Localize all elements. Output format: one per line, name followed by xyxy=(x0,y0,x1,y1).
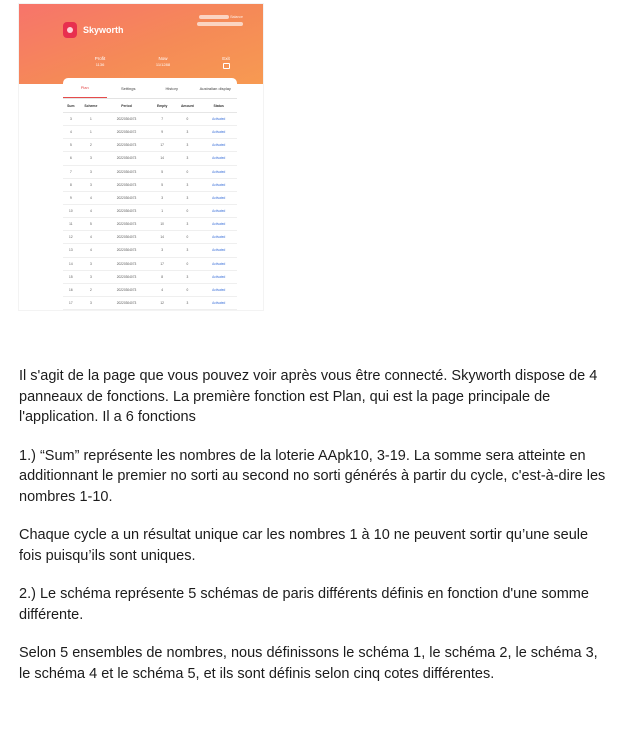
account-name-bar xyxy=(199,15,229,19)
cell-status: Activated xyxy=(200,165,237,178)
cell-scheme: 1 xyxy=(79,126,103,139)
cell-empty: 17 xyxy=(150,257,174,270)
header-sum: Sum xyxy=(63,99,79,113)
cell-amount: 3 xyxy=(174,191,200,204)
cell-empty: 10 xyxy=(150,218,174,231)
cell-amount: 3 xyxy=(174,218,200,231)
cell-period: 20220304073 xyxy=(103,270,150,283)
cell-period: 20220304073 xyxy=(103,296,150,309)
stat-profit-value: 1136 xyxy=(95,62,105,67)
cell-period: 20220304073 xyxy=(103,204,150,217)
cell-scheme: 3 xyxy=(79,296,103,309)
plan-table xyxy=(63,99,237,310)
article-text xyxy=(19,366,611,702)
cell-empty: 5 xyxy=(150,178,174,191)
stat-profit-label: Profit xyxy=(94,56,106,61)
exit-label: Exit xyxy=(222,56,230,61)
header-empty: Empty xyxy=(150,99,174,113)
table-row[interactable] xyxy=(63,113,237,126)
cell-empty: 9 xyxy=(150,126,174,139)
tab-settings[interactable]: Settings xyxy=(121,85,136,91)
cell-period: 20220304073 xyxy=(103,165,150,178)
table-row[interactable] xyxy=(63,178,237,191)
cell-scheme: 1 xyxy=(79,113,103,126)
table-row[interactable] xyxy=(63,283,237,296)
cell-scheme: 2 xyxy=(79,283,103,296)
account-line1: Balance xyxy=(230,15,243,19)
cell-amount: 3 xyxy=(174,244,200,257)
cell-sum: 12 xyxy=(63,231,79,244)
cell-sum: 7 xyxy=(63,165,79,178)
cell-status: Activated xyxy=(200,231,237,244)
stat-now-value: 11/1288 xyxy=(155,62,171,67)
exit-icon xyxy=(223,63,230,69)
cell-period: 20220304073 xyxy=(103,152,150,165)
stat-now-label: Now xyxy=(158,56,168,61)
cell-scheme: 4 xyxy=(79,231,103,244)
cell-scheme: 3 xyxy=(79,257,103,270)
article-paragraph: Chaque cycle a un résultat unique car les nombres 1 à 10 ne peuvent sortir qu’une seule fois puisqu’ils sont uniques. xyxy=(19,527,589,564)
table-row[interactable] xyxy=(63,244,237,257)
cell-period: 20220304073 xyxy=(103,244,150,257)
cell-sum: 6 xyxy=(63,152,79,165)
cell-scheme: 4 xyxy=(79,204,103,217)
cell-amount: 3 xyxy=(174,270,200,283)
table-row[interactable] xyxy=(63,126,237,139)
tab-australian-display[interactable]: Australian display xyxy=(199,85,231,91)
cell-amount: 0 xyxy=(174,165,200,178)
header-status: Status xyxy=(200,99,237,113)
table-row[interactable] xyxy=(63,218,237,231)
cell-sum: 8 xyxy=(63,178,79,191)
cell-amount: 0 xyxy=(174,283,200,296)
cell-empty: 12 xyxy=(150,296,174,309)
cell-status: Activated xyxy=(200,152,237,165)
article-paragraph: Il s'agit de la page que vous pouvez voir après vous être connecté. Skyworth dispose de 4 panneaux de fonctions. La première fonction est Plan, qui est la page principale de l'application. Il a 6 fonctions xyxy=(19,368,598,425)
plan-table-body xyxy=(63,113,237,310)
cell-period: 20220304073 xyxy=(103,257,150,270)
cell-period: 20220304073 xyxy=(103,231,150,244)
cell-status: Activated xyxy=(200,270,237,283)
cell-empty: 3 xyxy=(150,244,174,257)
cell-period: 20220304073 xyxy=(103,218,150,231)
cell-sum: 9 xyxy=(63,191,79,204)
cell-status: Activated xyxy=(200,139,237,152)
cell-amount: 3 xyxy=(174,152,200,165)
cell-amount: 3 xyxy=(174,296,200,309)
cell-sum: 5 xyxy=(63,139,79,152)
header-amount: Amount xyxy=(174,99,200,113)
cell-empty: 5 xyxy=(150,165,174,178)
cell-status: Activated xyxy=(200,204,237,217)
cell-amount: 0 xyxy=(174,204,200,217)
cell-empty: 14 xyxy=(150,231,174,244)
cell-sum: 16 xyxy=(63,283,79,296)
cell-status: Activated xyxy=(200,283,237,296)
stat-profit xyxy=(75,56,125,71)
cell-scheme: 2 xyxy=(79,139,103,152)
header-period: Period xyxy=(103,99,150,113)
cell-sum: 13 xyxy=(63,244,79,257)
cell-amount: 3 xyxy=(174,178,200,191)
table-header-row xyxy=(63,99,237,113)
cell-amount: 0 xyxy=(174,113,200,126)
cell-empty: 7 xyxy=(150,113,174,126)
tab-history[interactable]: History xyxy=(165,85,178,91)
cell-scheme: 4 xyxy=(79,191,103,204)
cell-status: Activated xyxy=(200,113,237,126)
cell-scheme: 4 xyxy=(79,244,103,257)
cell-empty: 1 xyxy=(150,204,174,217)
stats-row xyxy=(75,56,251,71)
cell-period: 20220304072 xyxy=(103,126,150,139)
tab-bar xyxy=(63,78,237,99)
cell-empty: 4 xyxy=(150,283,174,296)
cell-amount: 3 xyxy=(174,139,200,152)
cell-period: 20220304073 xyxy=(103,178,150,191)
cell-empty: 14 xyxy=(150,152,174,165)
cell-empty: 3 xyxy=(150,191,174,204)
cell-sum: 10 xyxy=(63,204,79,217)
cell-sum: 15 xyxy=(63,270,79,283)
article-paragraph: 2.) Le schéma représente 5 schémas de paris différents définis en fonction d'une somme différente. xyxy=(19,586,589,623)
cell-status: Activated xyxy=(200,178,237,191)
cell-empty: 8 xyxy=(150,270,174,283)
table-row[interactable] xyxy=(63,270,237,283)
exit-button[interactable] xyxy=(201,56,251,71)
cell-period: 20220304073 xyxy=(103,139,150,152)
cell-period: 20220304073 xyxy=(103,283,150,296)
cell-empty: 17 xyxy=(150,139,174,152)
cell-sum: 4 xyxy=(63,126,79,139)
stat-now xyxy=(138,56,188,71)
cell-period: 20220304073 xyxy=(103,191,150,204)
cell-sum: 14 xyxy=(63,257,79,270)
article-paragraph: Selon 5 ensembles de nombres, nous définissons le schéma 1, le schéma 2, le schéma 3, le schéma 4 et le schéma 5, et ils sont définis selon cinq cotes différentes. xyxy=(19,645,598,682)
table-row[interactable] xyxy=(63,257,237,270)
app-brand: Skyworth xyxy=(83,25,124,35)
cell-sum: 3 xyxy=(63,113,79,126)
cell-amount: 0 xyxy=(174,231,200,244)
cell-sum: 17 xyxy=(63,296,79,309)
table-row[interactable] xyxy=(63,152,237,165)
cell-status: Activated xyxy=(200,191,237,204)
cell-status: Activated xyxy=(200,244,237,257)
cell-scheme: 5 xyxy=(79,218,103,231)
account-info xyxy=(197,14,243,28)
cell-amount: 0 xyxy=(174,257,200,270)
cell-status: Activated xyxy=(200,257,237,270)
cell-period: 20220304073 xyxy=(103,113,150,126)
plan-card xyxy=(63,78,237,310)
article-paragraph: 1.) “Sum” représente les nombres de la loterie AApk10, 3-19. La somme sera atteinte en additionnant le premier no sorti au second no sorti générés à partir du cycle, c'est-à-dire les nombres 1-10. xyxy=(19,447,606,505)
header-scheme: Scheme xyxy=(79,99,103,113)
app-header xyxy=(19,4,263,84)
cell-status: Activated xyxy=(200,296,237,309)
cell-scheme: 3 xyxy=(79,270,103,283)
tab-plan[interactable]: Plan xyxy=(63,78,107,98)
cell-amount: 3 xyxy=(174,126,200,139)
cell-sum: 11 xyxy=(63,218,79,231)
table-row[interactable] xyxy=(63,231,237,244)
cell-status: Activated xyxy=(200,126,237,139)
table-row[interactable] xyxy=(63,296,237,309)
cell-status: Activated xyxy=(200,218,237,231)
cell-scheme: 3 xyxy=(79,152,103,165)
table-row[interactable] xyxy=(63,191,237,204)
skyworth-logo-icon xyxy=(63,22,77,38)
account-balance-bar xyxy=(197,22,243,26)
table-row[interactable] xyxy=(63,204,237,217)
cell-scheme: 3 xyxy=(79,178,103,191)
cell-scheme: 3 xyxy=(79,165,103,178)
table-row[interactable] xyxy=(63,165,237,178)
app-screenshot xyxy=(19,4,263,310)
table-row[interactable] xyxy=(63,139,237,152)
